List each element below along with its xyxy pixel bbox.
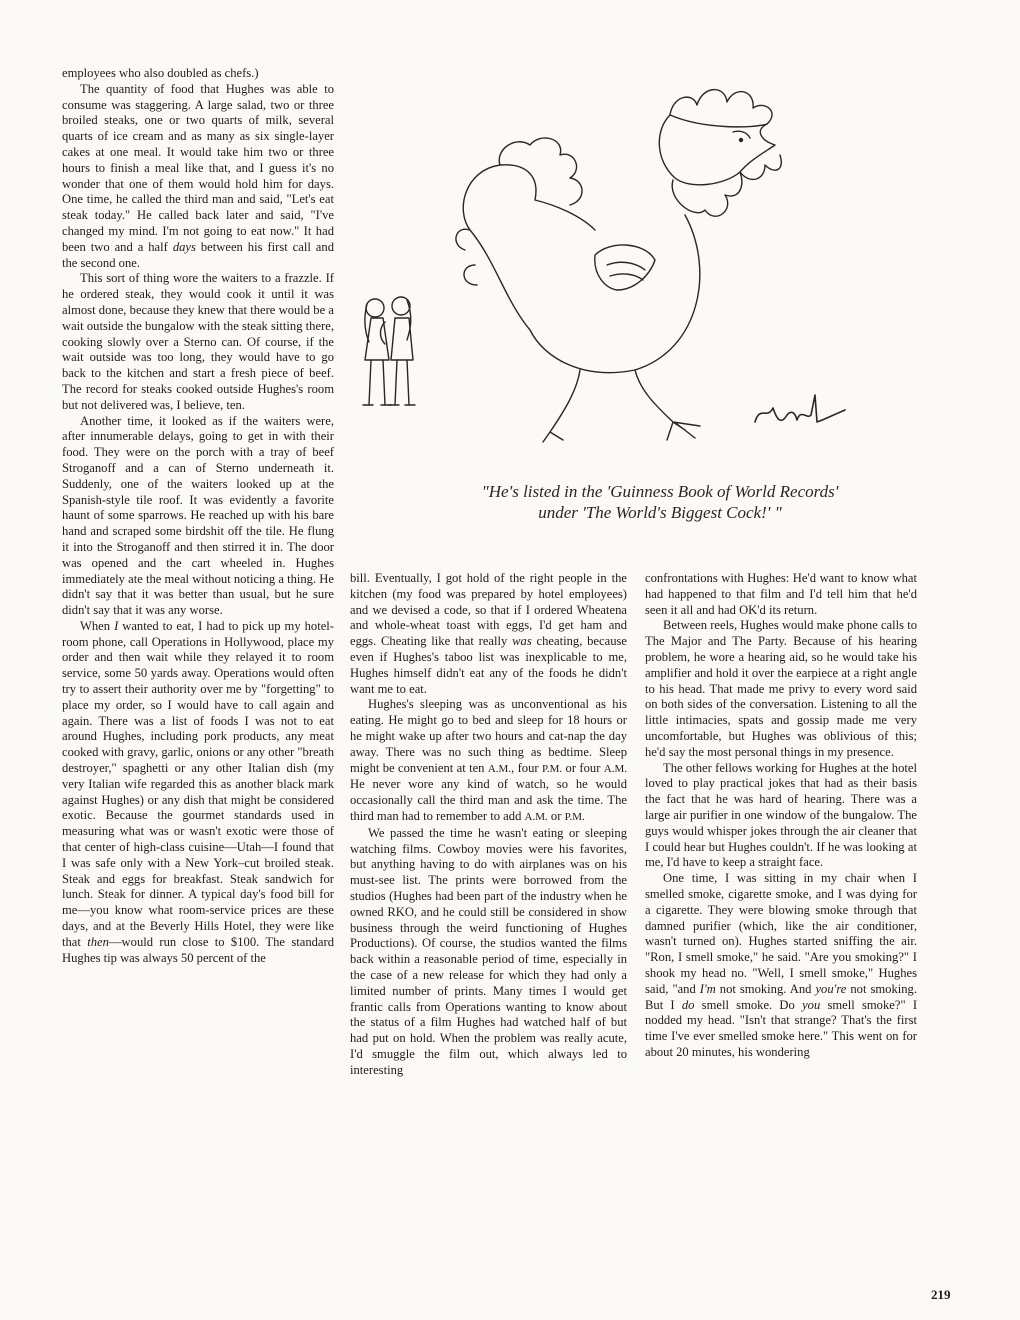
paragraph: employees who also doubled as chefs.) <box>62 66 259 80</box>
rooster-tail <box>499 138 582 205</box>
paragraph: Between reels, Hughes would make phone calls to The Major and The Party. Because of his hearing problem, he wore a hearing aid, so he would take his amplifier and hold it over the earpiece at a right angle to his head. That made me privy to every word said on both sides of the conversation. Listening to all the little intimacies, spats and gossip made me very uncomfortable, but Hughes was oblivious of this; he'd say the most personal things in my presence. <box>645 618 917 759</box>
rooster-wattle <box>740 155 781 179</box>
rooster-leg-front <box>635 370 700 440</box>
paragraph: We passed the time he wasn't eating or sleeping watching films. Cowboy movies were his favorites, but anything having to do with airplanes was on his must-see list. The prints were borrowed from the studios (Hughes had been part of the industry when he owned RKO, and he could still be considered in show business through the weird functioning of Hughes Productions). Of course, the studios wanted the films back within a reasonable period of time, especially in the case of a new release for which they had only a limited number of prints. Many times I would get frantic calls from Operations wanting to know about the status of a film Hughes had watched half of but had put on hold. When the problem was really acute, I'd smuggle the film out, which always led to interesting <box>350 825 627 1077</box>
artist-signature-mal <box>755 395 845 422</box>
rooster-comb <box>670 90 772 127</box>
paragraph: The other fellows working for Hughes at the hotel loved to play practical jokes that had as their basis the fact that he was hard of hearing. There was a large air purifier in one window of the bungalow. The guys would whisper jokes through the air cleaner that I could hear but Hughes couldn't. If he was looking at me, I'd have to keep a straight face. <box>645 760 917 870</box>
paragraph: This sort of thing wore the waiters to a frazzle. If he ordered steak, they would cook it until it was almost done, because they knew that there would be a wait outside the bungalow with the steak sitting there, cooking slowly over a Sterno can. Of course, if the wait outside was too long, they would have to go back to the kitchen and start a fresh piece of beef. The record for steaks cooked outside Hughes's room but not delivered was, I believe, ten. <box>62 271 334 412</box>
page-number: 219 <box>931 1287 951 1302</box>
paragraph: Another time, it looked as if the waiters were, after innumerable delays, going to get in with their food. They were on the porch with a tray of beef Stroganoff and a can of Sterno underneath it. Suddenly, one of the waiters looked up at the Spanish-style tile roof. It was evidently a favorite haunt of some sparrows. He reached up with his bare hand and scraped some birdshit off the tile. He flung it into the Stroganoff and then stirred it in. The door was opened and the cart wheeled in. Hughes immediately ate the meal without noticing a thing. He didn't say that it was better than usual, but he sure didn't say that it was any worse. <box>62 413 334 618</box>
paragraph: One time, I was sitting in my chair when I smelled smoke, cigarette smoke, and I was dying for a cigarette. They were blowing smoke through that damned purifier (which, like the air conditioner, wasn't turned on). Hughes started sniffing the air. "Ron, I smell smoke," he said. "Are you smoking?" I shook my head no. "Well, I smell smoke," Hughes said, "and I'm not smoking. And you're not smoking. But I do smell smoke. Do you smell smoke?" I nodded my head. "Isn't that strange? That's the first time I've ever smelled smoke here." This went on for about 20 minutes, his wondering <box>645 871 918 1059</box>
text-column-3 <box>645 571 917 1061</box>
rooster-leg-back <box>543 370 580 442</box>
caption-line: under 'The World's Biggest Cock!' " <box>538 503 782 522</box>
cartoon-caption <box>400 481 920 523</box>
rooster-eye <box>733 131 750 138</box>
rooster-cartoon-illustration <box>355 60 915 460</box>
rooster-wing <box>595 245 655 290</box>
two-women-figures <box>363 297 415 405</box>
text-column-2 <box>350 571 627 1079</box>
paragraph: bill. Eventually, I got hold of the right people in the kitchen (my food was prepared by hotel employees) and we devised a code, so that if I ordered Wheatena and whole-wheat toast with eggs, I'd get ham and eggs. Cheating like that really was cheating, because even if Hughes's taboo list was inexplicable to me, Hughes himself didn't eat any of the foods he didn't want me to eat. <box>350 571 627 696</box>
caption-line: "He's listed in the 'Guinness Book of World Records' <box>481 482 839 501</box>
paragraph: The quantity of food that Hughes was able to consume was staggering. A large salad, two or three broiled steaks, one or two quarts of milk, several quarts of ice cream and as many as six single-layer cakes at one meal. It would take him two or three hours to finish a meal like that, and I guess it's no wonder that one of them would hold him for days. One time, he called the third man and said, "Let's eat steak today." He called back later and said, "I've changed my mind. I'm not going to eat now." It had been two and a half days between his first call and the second one. <box>62 81 334 270</box>
paragraph: confrontations with Hughes: He'd want to know what had happened to that film and I'd tell him that he'd seen it all and had OK'd its return. <box>645 571 917 617</box>
paragraph: When I wanted to eat, I had to pick up my hotel-room phone, call Operations in Hollywood, place my order and then wait while they relayed it to room service, some 50 yards away. Operations would often try to assert their authority over me by "forgetting" to place my order, so I would have to call again and again. There was a list of foods I was not to eat around Hughes, including pork products, any meat cooked with gravy, garlic, onions or any other "breath destroyer," spaghetti or any other Italian dish (my very Italian wife regarded this as another black mark against Hughes) or any dish that might be considered exotic. Because the gourmet standards used in measuring what was or wasn't exotic were those of that center of high-class cuisine—Utah—I found that I was safe only with a New York–cut broiled steak. Steak and eggs for breakfast. Steak sandwich for lunch. Steak for dinner. A typical day's food bill for me—you know what room-service prices are these days, and at the Beverly Hills Hotel, they were like that then—would run close to $100. The standard Hughes tip was always 50 percent of the <box>62 618 335 965</box>
paragraph: Hughes's sleeping was as unconventional as his eating. He might go to bed and sleep for 18 hours or he might wake up after two hours and cat-nap the day away. There was no such thing as bedtime. Sleep might be convenient at ten A.M., four P.M. or four A.M. He never wore any kind of watch, so he would occasionally call the third man and ask the time. The third man had to remember to add A.M. or P.M. <box>350 697 627 823</box>
text-column-1 <box>62 66 334 966</box>
